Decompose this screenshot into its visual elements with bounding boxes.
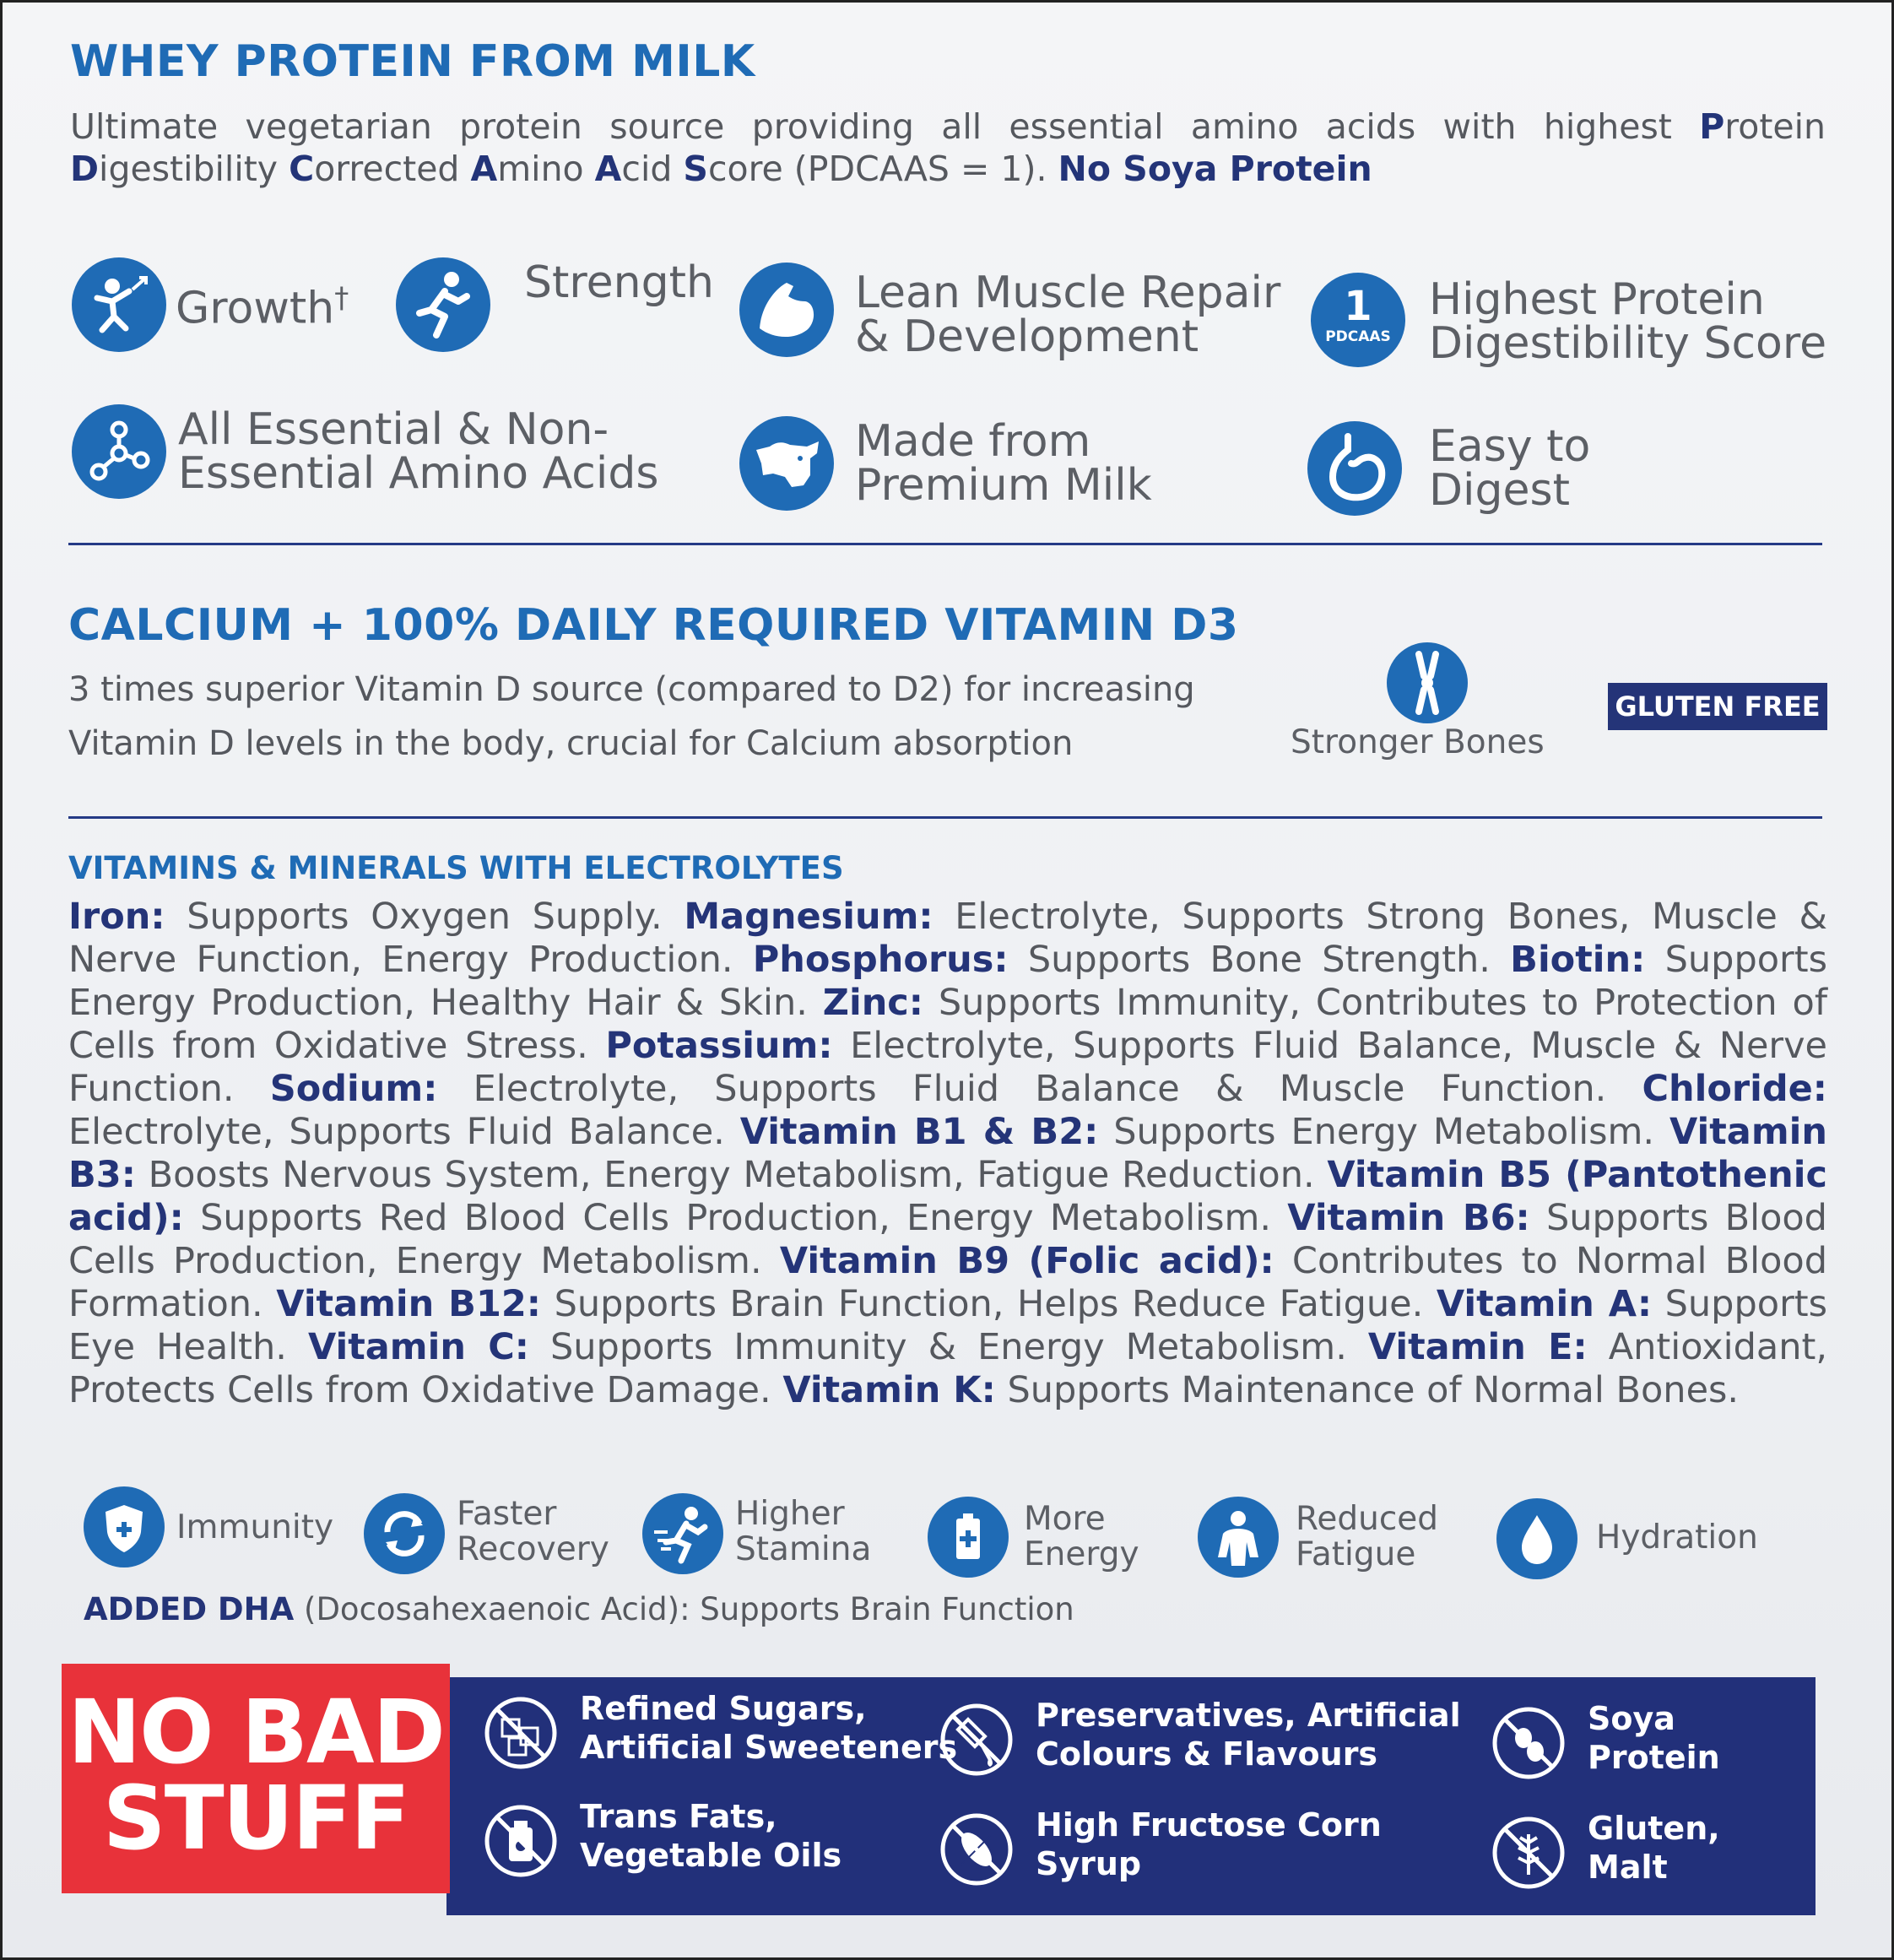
no-bad-item-line: Refined Sugars, bbox=[580, 1690, 867, 1727]
stronger-bones-label: Stronger Bones bbox=[1291, 723, 1545, 761]
feature-growth bbox=[176, 276, 349, 334]
vitamin-desc: Supports Immunity, Contributes to Protection of Cells from Oxidative Stress. bbox=[68, 982, 1827, 1067]
vitamin-key: Vitamin E: bbox=[1367, 1326, 1588, 1368]
no-soya-highlight: No Soya Protein bbox=[1058, 149, 1372, 189]
no-bad-stuff-banner bbox=[62, 1664, 450, 1893]
vitamin-desc: Supports Bone Strength. bbox=[1008, 939, 1511, 981]
vitamin-desc: Electrolyte, Supports Fluid Balance. bbox=[68, 1111, 740, 1153]
vitamin-desc: Supports Maintenance of Normal Bones. bbox=[995, 1369, 1740, 1411]
intro-letter: A bbox=[594, 149, 622, 189]
no-bad-item-label bbox=[580, 1797, 841, 1875]
vitamin-key: Vitamin B3: bbox=[68, 1111, 1827, 1196]
vitamin-desc: Supports Energy Production, Healthy Hair & Skin. bbox=[68, 939, 1827, 1024]
feature-premium-milk bbox=[855, 416, 1152, 511]
no-bad-item-line: Malt bbox=[1588, 1849, 1668, 1886]
vitamin-desc: Supports Immunity & Energy Metabolism. bbox=[528, 1326, 1368, 1368]
no-bad-item-label bbox=[1036, 1696, 1461, 1773]
dha-key: ADDED DHA bbox=[84, 1591, 295, 1627]
calcium-line: 3 times superior Vitamin D source (compared to D2) for increasing bbox=[68, 670, 1195, 709]
feature-easy-digest bbox=[1429, 421, 1591, 516]
vitamin-desc: Contributes to Normal Blood Formation. bbox=[68, 1240, 1828, 1325]
recovery-arrows-icon bbox=[364, 1493, 445, 1574]
intro-text: rotein bbox=[1724, 106, 1826, 147]
no-bad-item-line: Colours & Flavours bbox=[1036, 1735, 1378, 1773]
intro-text: Ultimate vegetarian protein source providing all essential amino acids with highest bbox=[70, 106, 1700, 147]
no-bad-item-line: Gluten, bbox=[1588, 1810, 1720, 1847]
no-bad-item-label bbox=[1588, 1699, 1720, 1777]
benefit-line: More bbox=[1024, 1500, 1106, 1538]
cow-icon bbox=[739, 416, 834, 511]
vitamin-key: Sodium: bbox=[269, 1068, 438, 1110]
benefit-line: Reduced bbox=[1296, 1500, 1439, 1538]
feature-strength: Strength bbox=[524, 257, 714, 308]
vitamin-desc: Electrolyte, Supports Strong Bones, Muscle & Nerve Function, Energy Production. bbox=[68, 896, 1827, 981]
child-growth-icon bbox=[72, 257, 166, 352]
bone-joint-icon bbox=[1387, 642, 1468, 723]
shield-plus-icon bbox=[84, 1486, 165, 1567]
vitamin-desc: Electrolyte, Supports Fluid Balance, Muscle & Nerve Function. bbox=[68, 1025, 1827, 1110]
vitamin-desc: Electrolyte, Supports Fluid Balance & Muscle Function. bbox=[437, 1068, 1642, 1110]
no-bad-item-line: High Fructose Corn bbox=[1036, 1806, 1382, 1844]
benefit-recovery bbox=[457, 1497, 609, 1567]
no-bad-item-line: Vegetable Oils bbox=[580, 1837, 842, 1874]
vitamin-desc: Supports Eye Health. bbox=[68, 1283, 1828, 1368]
vitamin-key: Vitamin C: bbox=[307, 1326, 529, 1368]
vitamin-key: Vitamin B6: bbox=[1287, 1197, 1530, 1239]
no-bad-item-line: Soya bbox=[1588, 1700, 1675, 1737]
benefit-line: Faster bbox=[457, 1495, 557, 1533]
benefit-line: Higher bbox=[735, 1495, 845, 1533]
section-title-calcium: CALCIUM + 100% DAILY REQUIRED VITAMIN D3 bbox=[68, 600, 1239, 651]
vitamin-desc: Supports Brain Function, Helps Reduce Fatigue. bbox=[541, 1283, 1437, 1325]
pdcaas-icon bbox=[1311, 273, 1405, 367]
running-man-icon bbox=[642, 1493, 723, 1574]
vitamin-desc: Supports Blood Cells Production, Energy Metabolism. bbox=[68, 1197, 1827, 1282]
feature-line: All Essential & Non- bbox=[178, 404, 609, 455]
intro-letter: C bbox=[289, 149, 315, 189]
intro-letter: P bbox=[1699, 106, 1725, 147]
no-corn-icon bbox=[938, 1811, 1015, 1888]
feature-line: Digestibility Score bbox=[1429, 318, 1827, 369]
calcium-description bbox=[68, 663, 1195, 771]
intro-text: core (PDCAAS = 1). bbox=[707, 149, 1058, 189]
feature-line: Lean Muscle Repair bbox=[855, 268, 1281, 318]
vitamin-key: Biotin: bbox=[1510, 939, 1646, 981]
section-title-whey: WHEY PROTEIN FROM MILK bbox=[70, 36, 755, 87]
no-bad-item-line: Protein bbox=[1588, 1739, 1720, 1776]
benefit-line: Fatigue bbox=[1296, 1535, 1416, 1573]
feature-line: & Development bbox=[855, 311, 1199, 362]
pdcaas-number: 1 bbox=[1344, 283, 1372, 330]
feature-line: Essential Amino Acids bbox=[178, 448, 659, 499]
intro-letter: D bbox=[70, 149, 100, 189]
vitamin-key: Vitamin B9 (Folic acid): bbox=[779, 1240, 1274, 1282]
benefit-hydration: Hydration bbox=[1596, 1519, 1758, 1557]
vitamin-key: Vitamin B1 & B2: bbox=[739, 1111, 1099, 1153]
benefit-stamina bbox=[735, 1497, 871, 1567]
benefit-line: Recovery bbox=[457, 1530, 609, 1568]
vitamin-desc: Supports Energy Metabolism. bbox=[1098, 1111, 1669, 1153]
vitamin-key: Vitamin B5 (Pantothenic acid): bbox=[68, 1154, 1827, 1239]
no-bad-item-line: Artificial Sweeteners bbox=[580, 1729, 958, 1766]
vitamin-desc: Boosts Nervous System, Energy Metabolism, Fatigue Reduction. bbox=[135, 1154, 1328, 1196]
no-bad-item-label bbox=[1036, 1806, 1382, 1883]
no-bad-line: STUFF bbox=[102, 1767, 409, 1870]
dha-text: (Docosahexaenoic Acid): Supports Brain Function bbox=[294, 1591, 1074, 1627]
vitamin-key: Vitamin A: bbox=[1436, 1283, 1653, 1325]
feature-line: Easy to bbox=[1429, 421, 1591, 472]
no-bad-item-line: Trans Fats, bbox=[580, 1798, 777, 1835]
feature-label: Growth bbox=[176, 283, 335, 334]
no-oil-bottle-icon bbox=[482, 1802, 560, 1880]
tired-person-icon bbox=[1198, 1497, 1279, 1578]
dagger-mark: † bbox=[334, 281, 349, 315]
vitamin-key: Chloride: bbox=[1642, 1068, 1827, 1110]
muscle-arm-icon bbox=[739, 263, 834, 357]
no-bad-item-label bbox=[580, 1689, 957, 1767]
intro-letter: A bbox=[470, 149, 498, 189]
no-soya-icon bbox=[1490, 1704, 1567, 1782]
vitamin-key: Zinc: bbox=[822, 982, 923, 1024]
feature-line: Made from bbox=[855, 416, 1091, 467]
no-bad-item-line: Preservatives, Artificial bbox=[1036, 1697, 1461, 1734]
dha-line bbox=[84, 1591, 1074, 1627]
water-drop-icon bbox=[1496, 1498, 1577, 1579]
no-wheat-icon bbox=[1490, 1814, 1567, 1892]
gluten-free-badge: GLUTEN FREE bbox=[1608, 683, 1827, 730]
vitamins-paragraph bbox=[68, 896, 1827, 1412]
intro-text: cid bbox=[621, 149, 684, 189]
benefit-immunity: Immunity bbox=[176, 1508, 334, 1546]
benefit-energy bbox=[1024, 1502, 1139, 1573]
calcium-line: Vitamin D levels in the body, crucial for Calcium absorption bbox=[68, 724, 1074, 763]
intro-text: igestibility bbox=[99, 149, 290, 189]
intro-paragraph bbox=[70, 106, 1826, 190]
vitamin-key: Vitamin B12: bbox=[276, 1283, 541, 1325]
feature-line: Digest bbox=[1429, 465, 1570, 516]
vitamin-key: Phosphorus: bbox=[752, 939, 1009, 981]
benefit-line: Stamina bbox=[735, 1530, 872, 1568]
benefit-fatigue bbox=[1296, 1502, 1438, 1573]
no-sugar-cubes-icon bbox=[482, 1694, 560, 1772]
vitamin-key: Magnesium: bbox=[684, 896, 933, 938]
pdcaas-label: PDCAAS bbox=[1325, 328, 1391, 345]
intro-letter: S bbox=[683, 149, 708, 189]
section-title-vitamins: VITAMINS & MINERALS WITH ELECTROLYTES bbox=[68, 850, 844, 886]
battery-plus-icon bbox=[928, 1497, 1009, 1578]
feature-line: Premium Milk bbox=[855, 460, 1152, 511]
benefit-line: Energy bbox=[1024, 1535, 1139, 1573]
vitamin-desc: Antioxidant, Protects Cells from Oxidative Damage. bbox=[68, 1326, 1827, 1411]
vitamin-key: Potassium: bbox=[605, 1025, 833, 1067]
feature-line: Highest Protein bbox=[1429, 274, 1765, 325]
feature-lean-muscle bbox=[855, 268, 1281, 362]
no-bad-item-label bbox=[1588, 1809, 1720, 1887]
no-bad-item-line: Syrup bbox=[1036, 1845, 1142, 1882]
no-bad-line: NO BAD bbox=[68, 1681, 444, 1784]
divider bbox=[68, 543, 1822, 545]
stomach-icon bbox=[1307, 421, 1402, 516]
vitamin-desc: Supports Red Blood Cells Production, Energy Metabolism. bbox=[183, 1197, 1288, 1239]
no-dropper-icon bbox=[938, 1701, 1015, 1779]
intro-text: orrected bbox=[314, 149, 471, 189]
divider bbox=[68, 816, 1822, 819]
feature-amino-acids bbox=[178, 404, 659, 499]
feature-digestibility bbox=[1429, 274, 1827, 369]
molecule-icon bbox=[72, 404, 166, 499]
intro-text: mino bbox=[497, 149, 595, 189]
runner-icon bbox=[396, 257, 490, 352]
vitamin-key: Vitamin K: bbox=[782, 1369, 996, 1411]
vitamin-desc: Supports Oxygen Supply. bbox=[165, 896, 685, 938]
vitamin-key: Iron: bbox=[68, 896, 165, 938]
